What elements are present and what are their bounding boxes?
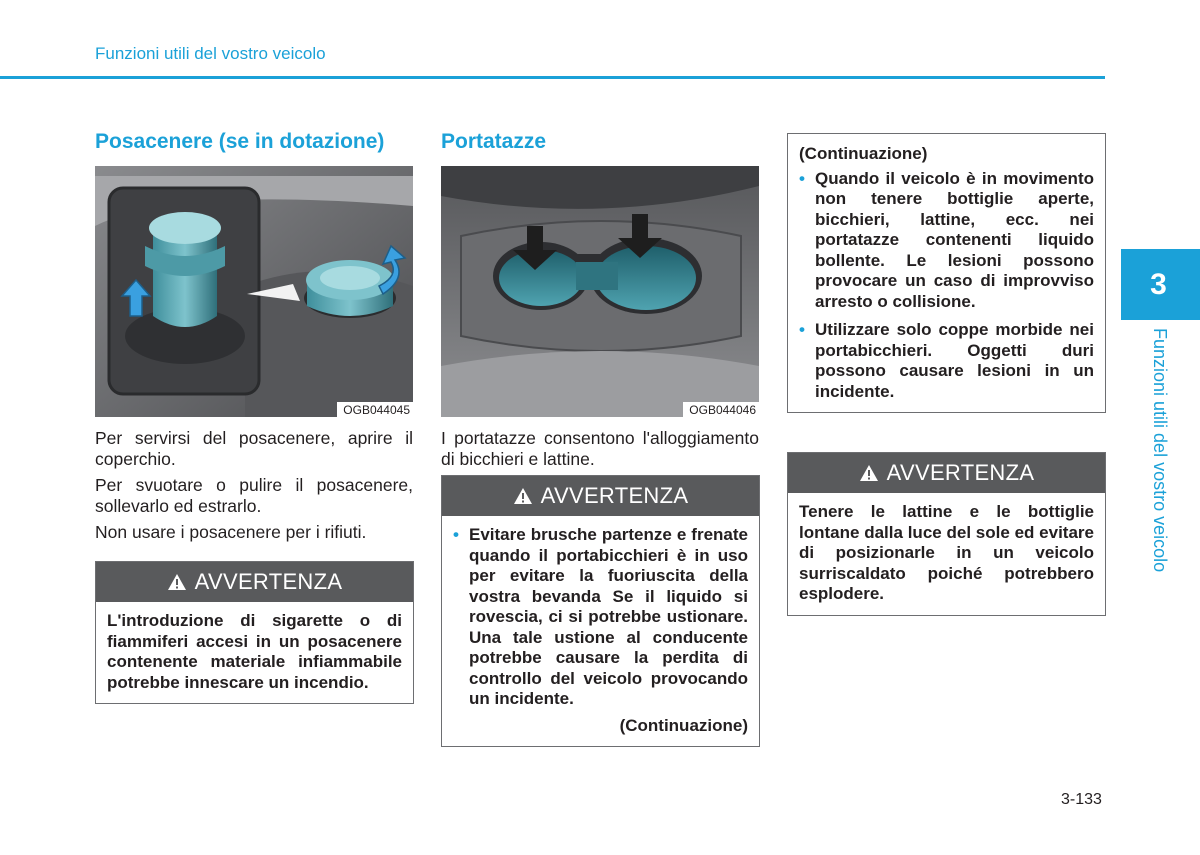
bullet-text: Quando il veicolo è in movimento non tenere bottiglie aperte, bicchieri, lattine, ecc. nei portatazze contenenti liquido bollente. Le lesioni possono provocare un caso di improvviso arresto o collisione. xyxy=(815,168,1094,311)
bullet-text: Utilizzare solo coppe morbide nei portabicchieri. Oggetti duri possono causare lesioni in un incidente. xyxy=(815,320,1094,401)
continuation-bullet xyxy=(799,320,1094,402)
continuation-bullet xyxy=(799,169,1094,313)
warning-box-heat xyxy=(787,452,1106,616)
warning-bullet xyxy=(453,525,748,710)
warning-text: L'introduzione di sigarette o di fiammiferi accesi in un posacenere contenente materiale infiammabile potrebbe innescare un incendio. xyxy=(107,611,402,692)
continued-label: (Continuazione) xyxy=(619,715,748,735)
chapter-tab: 3 xyxy=(1121,249,1200,320)
warning-header xyxy=(442,476,759,516)
paragraph: Per svuotare o pulire il posacenere, sollevarlo ed estrarlo. xyxy=(95,475,413,516)
header-rule xyxy=(0,76,1105,79)
continuation-title: (Continuazione) xyxy=(799,144,928,163)
ashtray-body-text xyxy=(95,428,413,548)
warning-body xyxy=(442,516,759,746)
ashtray-illustration xyxy=(95,166,413,417)
warning-header xyxy=(788,453,1105,493)
warning-box-cupholder xyxy=(441,475,760,747)
page-number: 3-133 xyxy=(1061,791,1102,808)
warning-title: AVVERTENZA xyxy=(194,569,343,594)
bullet-dot-icon: • xyxy=(799,320,805,339)
warning-box-ashtray xyxy=(95,561,414,704)
figure-code: OGB044045 xyxy=(337,402,413,417)
warning-title: AVVERTENZA xyxy=(886,460,1035,485)
warning-triangle-icon xyxy=(513,487,533,505)
paragraph: I portatazze consentono l'alloggiamento di bicchieri e lattine. xyxy=(441,428,759,469)
ashtray-figure xyxy=(95,166,413,417)
continuation-body xyxy=(788,134,1105,412)
paragraph: Non usare i posacenere per i rifiuti. xyxy=(95,522,367,542)
paragraph: Per servirsi del posacenere, aprire il coperchio. xyxy=(95,428,413,469)
warning-text: Tenere le lattine e le bottiglie lontane dalla luce del sole ed evitare di posizionarle in un veicolo surriscaldato poiché potrebbero esplodere. xyxy=(799,502,1094,603)
section-heading-ashtray: Posacenere (se in dotazione) xyxy=(95,130,385,153)
cupholder-body-text xyxy=(441,428,759,475)
warning-title: AVVERTENZA xyxy=(540,483,689,508)
warning-triangle-icon xyxy=(167,573,187,591)
warning-triangle-icon xyxy=(859,464,879,482)
figure-code: OGB044046 xyxy=(683,402,759,417)
continuation-box xyxy=(787,133,1106,413)
cupholder-figure xyxy=(441,166,759,417)
warning-header xyxy=(96,562,413,602)
bullet-dot-icon: • xyxy=(453,525,459,544)
chapter-side-label: Funzioni utili del vostro veicolo xyxy=(1150,328,1170,573)
bullet-text: Evitare brusche partenze e frenate quando il portabicchieri è in uso per evitare la fuoriuscita della vostra bevanda Se il liquido si rovescia, ci si potrebbe ustionare. Una tale ustione al conducente potrebbe causare la perdita di controllo del veicolo provocando un incidente. xyxy=(469,525,748,708)
bullet-dot-icon: • xyxy=(799,168,805,188)
cup-holder-illustration xyxy=(441,166,759,417)
running-header: Funzioni utili del vostro veicolo xyxy=(95,44,326,63)
section-heading-cupholder: Portatazze xyxy=(441,130,547,153)
